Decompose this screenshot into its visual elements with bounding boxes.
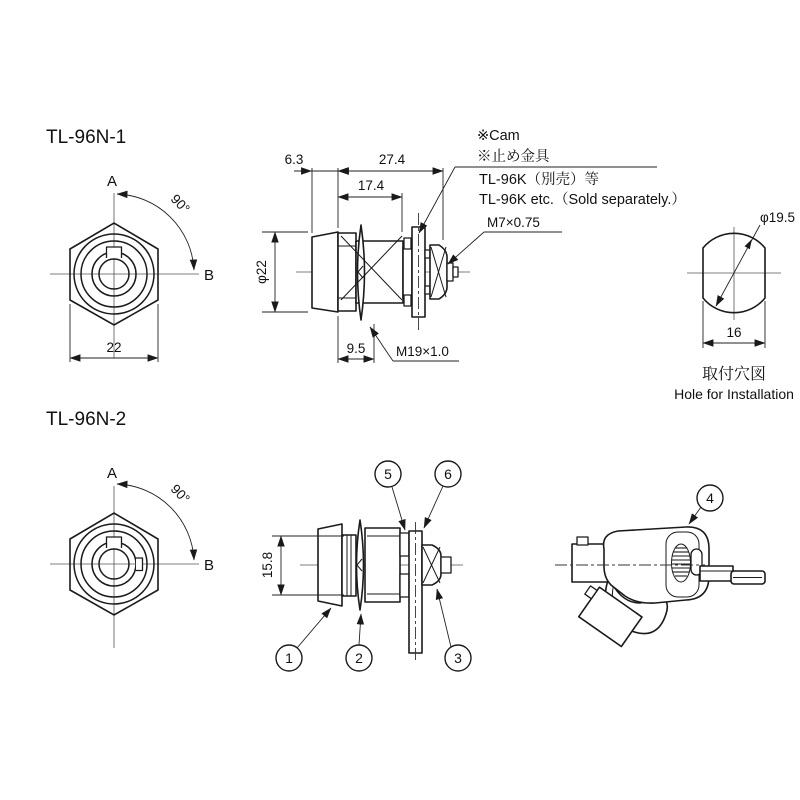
- retainer-clip-bottom: [400, 574, 409, 597]
- bezel-dia-dim: φ22: [254, 260, 269, 284]
- note-stopper: ※止め金具: [477, 149, 550, 165]
- callout-6: 6: [444, 466, 452, 482]
- body-2: [365, 528, 400, 602]
- model1-title: TL-96N-1: [46, 127, 127, 148]
- key-illustration: [555, 485, 765, 647]
- keyway-tab-2: [107, 537, 122, 548]
- barrel-2: [342, 535, 356, 596]
- axis-b-label-2: B: [204, 557, 215, 574]
- bezel-depth-dim: 6.3: [284, 152, 304, 167]
- angle-label: 90°: [167, 191, 193, 217]
- overall-length-dim: 27.4: [378, 152, 406, 167]
- callout-3: 3: [454, 650, 462, 666]
- axis-b-label: B: [204, 267, 215, 284]
- angle-label-2: 90°: [167, 481, 193, 507]
- hex-body: [338, 233, 356, 311]
- callout-1: 1: [285, 650, 293, 666]
- model2-title: TL-96N-2: [46, 409, 127, 430]
- model2-side-view: [260, 520, 463, 660]
- retainer-clip-top: [400, 533, 409, 556]
- hole-dia-label: φ19.5: [760, 210, 796, 225]
- dia-arrowhead: [745, 239, 752, 249]
- note-cam: ※Cam: [477, 128, 520, 144]
- body-thread-label: M19×1.0: [396, 344, 449, 359]
- end-thread-label: M7×0.75: [487, 215, 540, 230]
- keyway-notch-right: [136, 558, 143, 571]
- blade-collar: [700, 566, 733, 581]
- rear-step: [403, 247, 412, 297]
- note-tl96k-en: TL-96K etc.（Sold separately.）: [479, 192, 686, 208]
- axis-a-label-2: A: [106, 465, 118, 482]
- callout-2: 2: [355, 650, 363, 666]
- axis-a-label: A: [106, 173, 118, 190]
- hole-width-dim: 16: [726, 325, 742, 340]
- width-dim-label: 22: [106, 340, 122, 355]
- hole-caption-ja: 取付穴図: [701, 366, 767, 383]
- callout-4: 4: [706, 490, 714, 506]
- keyway-tab: [107, 247, 122, 258]
- model1-notes: [419, 128, 686, 233]
- hole-caption-en: Hole for Installation: [674, 386, 794, 402]
- callout-5: 5: [384, 466, 392, 482]
- note-tl96k-ja: TL-96K（別売）等: [479, 172, 600, 188]
- model1-front-view: [50, 173, 214, 362]
- body-dia-dim-2: 15.8: [260, 551, 275, 579]
- model2-front-view: [50, 465, 214, 648]
- installation-hole-view: [674, 210, 795, 402]
- body-length-dim: 17.4: [357, 178, 385, 193]
- rear-length-dim: 9.5: [346, 341, 366, 356]
- bezel: [312, 232, 338, 312]
